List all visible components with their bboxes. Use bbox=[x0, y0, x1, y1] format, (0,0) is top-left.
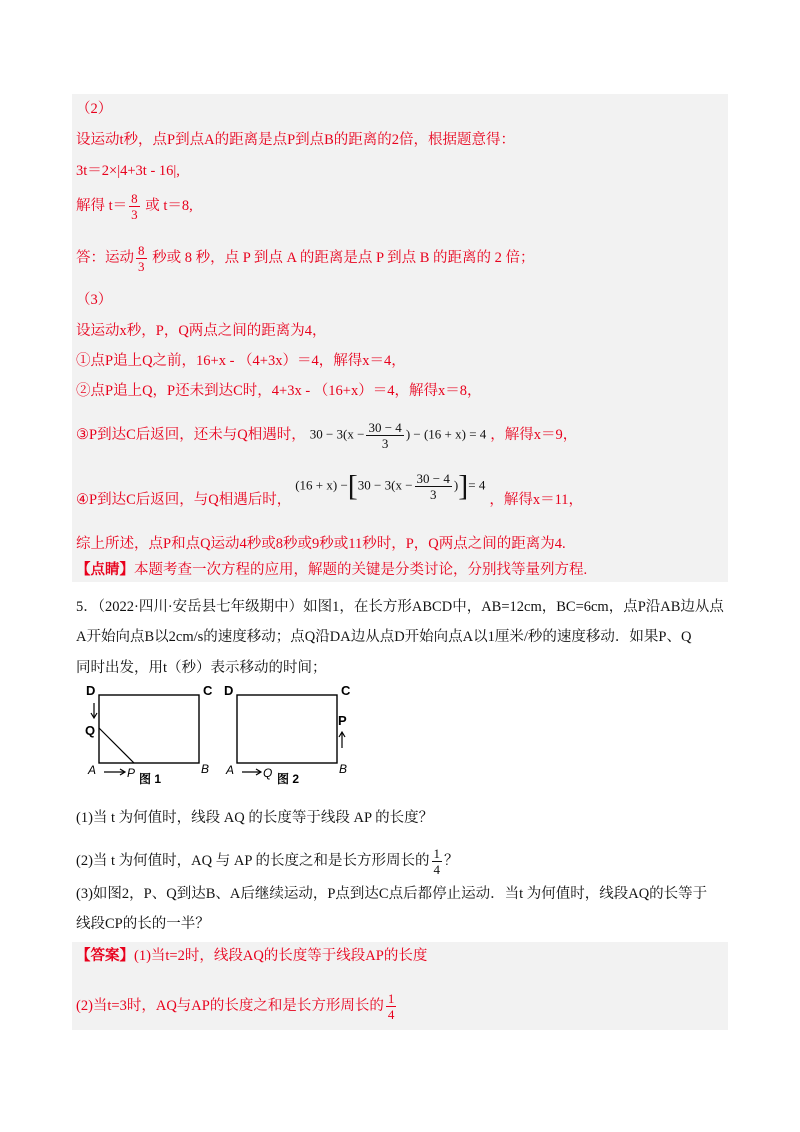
question-2-prefix: (2)当 t 为何值时，AQ 与 AP 的长度之和是长方形周长的 bbox=[76, 852, 430, 869]
part2-answer-prefix: 答：运动 bbox=[76, 249, 134, 266]
fraction-denominator: 3 bbox=[415, 486, 452, 502]
fraction-numerator: 1 bbox=[387, 991, 395, 1006]
fraction-1-4 bbox=[386, 991, 397, 1022]
case4-eq-part-b: 30 − 3(x − bbox=[357, 477, 413, 493]
case-2: ②点P追上Q，P还未到达C时，4+3x - （16+x）＝4，解得x＝8， bbox=[76, 383, 482, 399]
case4-prefix: ④P到达C后返回，与Q相遇后时， bbox=[76, 491, 292, 508]
fig2-label-a: A bbox=[226, 763, 235, 777]
problem-line-2: A开始向点B以2cm/s的速度移动；点Q沿DA边从点D开始向点A以1厘米/秒的速度移动．如果P、Q bbox=[76, 629, 692, 645]
case4-eq-part-c: ) bbox=[453, 477, 459, 493]
case-3 bbox=[76, 420, 577, 451]
fig1-label-c: C bbox=[203, 683, 213, 698]
case3-equation bbox=[310, 420, 487, 451]
fig1-caption: 图 1 bbox=[139, 772, 162, 785]
rectangle-figures bbox=[84, 683, 374, 785]
case3-eq-part-a: 30 − 3(x − bbox=[309, 426, 365, 442]
case-1: ①点P追上Q之前，16+x - （4+3x）＝4，解得x＝4， bbox=[76, 353, 406, 369]
fig1-label-q: Q bbox=[85, 723, 96, 738]
part2-solution bbox=[76, 191, 193, 222]
fraction-1-4 bbox=[432, 846, 443, 877]
question-3-line-1: (3)如图2，P、Q到达B、A后继续运动，P点到达C点后都停止运动．当t 为何值时，线段AQ的长等于 bbox=[76, 886, 708, 902]
case3-prefix: ③P到达C后返回，还未与Q相遇时， bbox=[76, 426, 306, 443]
segment-qp bbox=[99, 728, 134, 763]
question-1: (1)当 t 为何值时，线段 AQ 的长度等于线段 AP 的长度？ bbox=[76, 810, 434, 826]
fig2-label-b: B bbox=[339, 762, 348, 776]
answer-line-2 bbox=[76, 991, 398, 1022]
comment-text: 本题考查一次方程的应用，解题的关键是分类讨论，分别找等量列方程. bbox=[134, 562, 588, 578]
case4-eq-part-a: (16 + x) − bbox=[295, 477, 348, 493]
fig2-label-d: D bbox=[224, 683, 234, 698]
fraction-denominator: 3 bbox=[366, 435, 403, 451]
fig2-label-p: P bbox=[338, 713, 347, 728]
part2-answer bbox=[76, 243, 535, 274]
answer-line-1 bbox=[76, 946, 427, 966]
case4-fraction bbox=[415, 471, 452, 502]
answer-2-text: (2)当t=3时，AQ与AP的长度之和是长方形周长的 bbox=[76, 997, 384, 1014]
case4-suffix: ，解得x＝11， bbox=[489, 491, 584, 508]
fraction-8-3 bbox=[136, 243, 147, 274]
question-3-line-2: 线段CP的长的一半？ bbox=[76, 916, 210, 932]
problem-line-3: 同时出发，用t（秒）表示移动的时间； bbox=[76, 660, 327, 676]
fraction-denominator: 3 bbox=[138, 259, 145, 274]
part3-label: （3） bbox=[76, 292, 113, 308]
part2-equation: 3t＝2×|4+3t - 16|, bbox=[76, 163, 180, 179]
comment-tag: 【点睛】 bbox=[76, 562, 134, 578]
fig1-label-b: B bbox=[201, 762, 210, 776]
part2-answer-suffix: 秒或 8 秒，点 P 到点 A 的距离是点 P 到点 B 的距离的 2 倍； bbox=[148, 249, 535, 266]
fraction-numerator: 30 − 4 bbox=[368, 420, 402, 435]
case3-suffix: ，解得x＝9， bbox=[490, 426, 578, 443]
left-bracket: [ bbox=[347, 469, 358, 503]
question-2-suffix: ？ bbox=[444, 852, 459, 869]
fraction-denominator: 4 bbox=[387, 1007, 395, 1022]
rectangle-abcd bbox=[237, 695, 337, 763]
fraction-numerator: 30 − 4 bbox=[416, 471, 450, 486]
part2-solve-suffix: 或 t＝8, bbox=[141, 197, 193, 214]
fig1-label-a: A bbox=[88, 763, 97, 777]
case4-equation bbox=[295, 471, 485, 502]
fig2-label-q: Q bbox=[263, 766, 273, 780]
comment-line bbox=[76, 560, 587, 580]
case3-eq-part-b: ) − (16 + x) = 4 bbox=[405, 426, 487, 442]
part2-label: （2） bbox=[76, 101, 113, 117]
part2-solve-prefix: 解得 t＝ bbox=[76, 197, 128, 214]
part2-setup: 设运动t秒，点P到点A的距离是点P到点B的距离的2倍，根据题意得： bbox=[76, 132, 516, 148]
fraction-denominator: 3 bbox=[131, 207, 138, 222]
answer-1-text: (1)当t=2时，线段AQ的长度等于线段AP的长度 bbox=[134, 948, 428, 964]
fraction-numerator: 8 bbox=[131, 191, 138, 206]
fig1-label-p: P bbox=[127, 766, 136, 780]
case-4 bbox=[76, 469, 584, 516]
figure-1 bbox=[85, 683, 213, 785]
fraction-numerator: 1 bbox=[433, 846, 440, 861]
figure-2 bbox=[224, 683, 351, 785]
case4-eq-part-d: = 4 bbox=[468, 477, 486, 493]
problem-line-1: 5．（2022·四川·安岳县七年级期中）如图1，在长方形ABCD中，AB=12cm，BC=6cm，点P沿AB边从点 bbox=[76, 599, 724, 615]
case3-fraction bbox=[366, 420, 403, 451]
fig1-label-d: D bbox=[86, 683, 96, 698]
answer-tag: 【答案】 bbox=[76, 948, 134, 964]
rectangle-abcd bbox=[99, 695, 199, 763]
fraction-denominator: 4 bbox=[433, 862, 440, 877]
fig2-label-c: C bbox=[341, 683, 351, 698]
fraction-8-3 bbox=[129, 191, 140, 222]
part3-setup: 设运动x秒，P，Q两点之间的距离为4， bbox=[76, 323, 327, 339]
summary: 综上所述，点P和点Q运动4秒或8秒或9秒或11秒时，P，Q两点之间的距离为4. bbox=[76, 536, 566, 552]
fig2-caption: 图 2 bbox=[277, 772, 300, 785]
right-bracket: ] bbox=[458, 469, 469, 503]
question-2 bbox=[76, 846, 459, 877]
fraction-numerator: 8 bbox=[138, 243, 145, 258]
